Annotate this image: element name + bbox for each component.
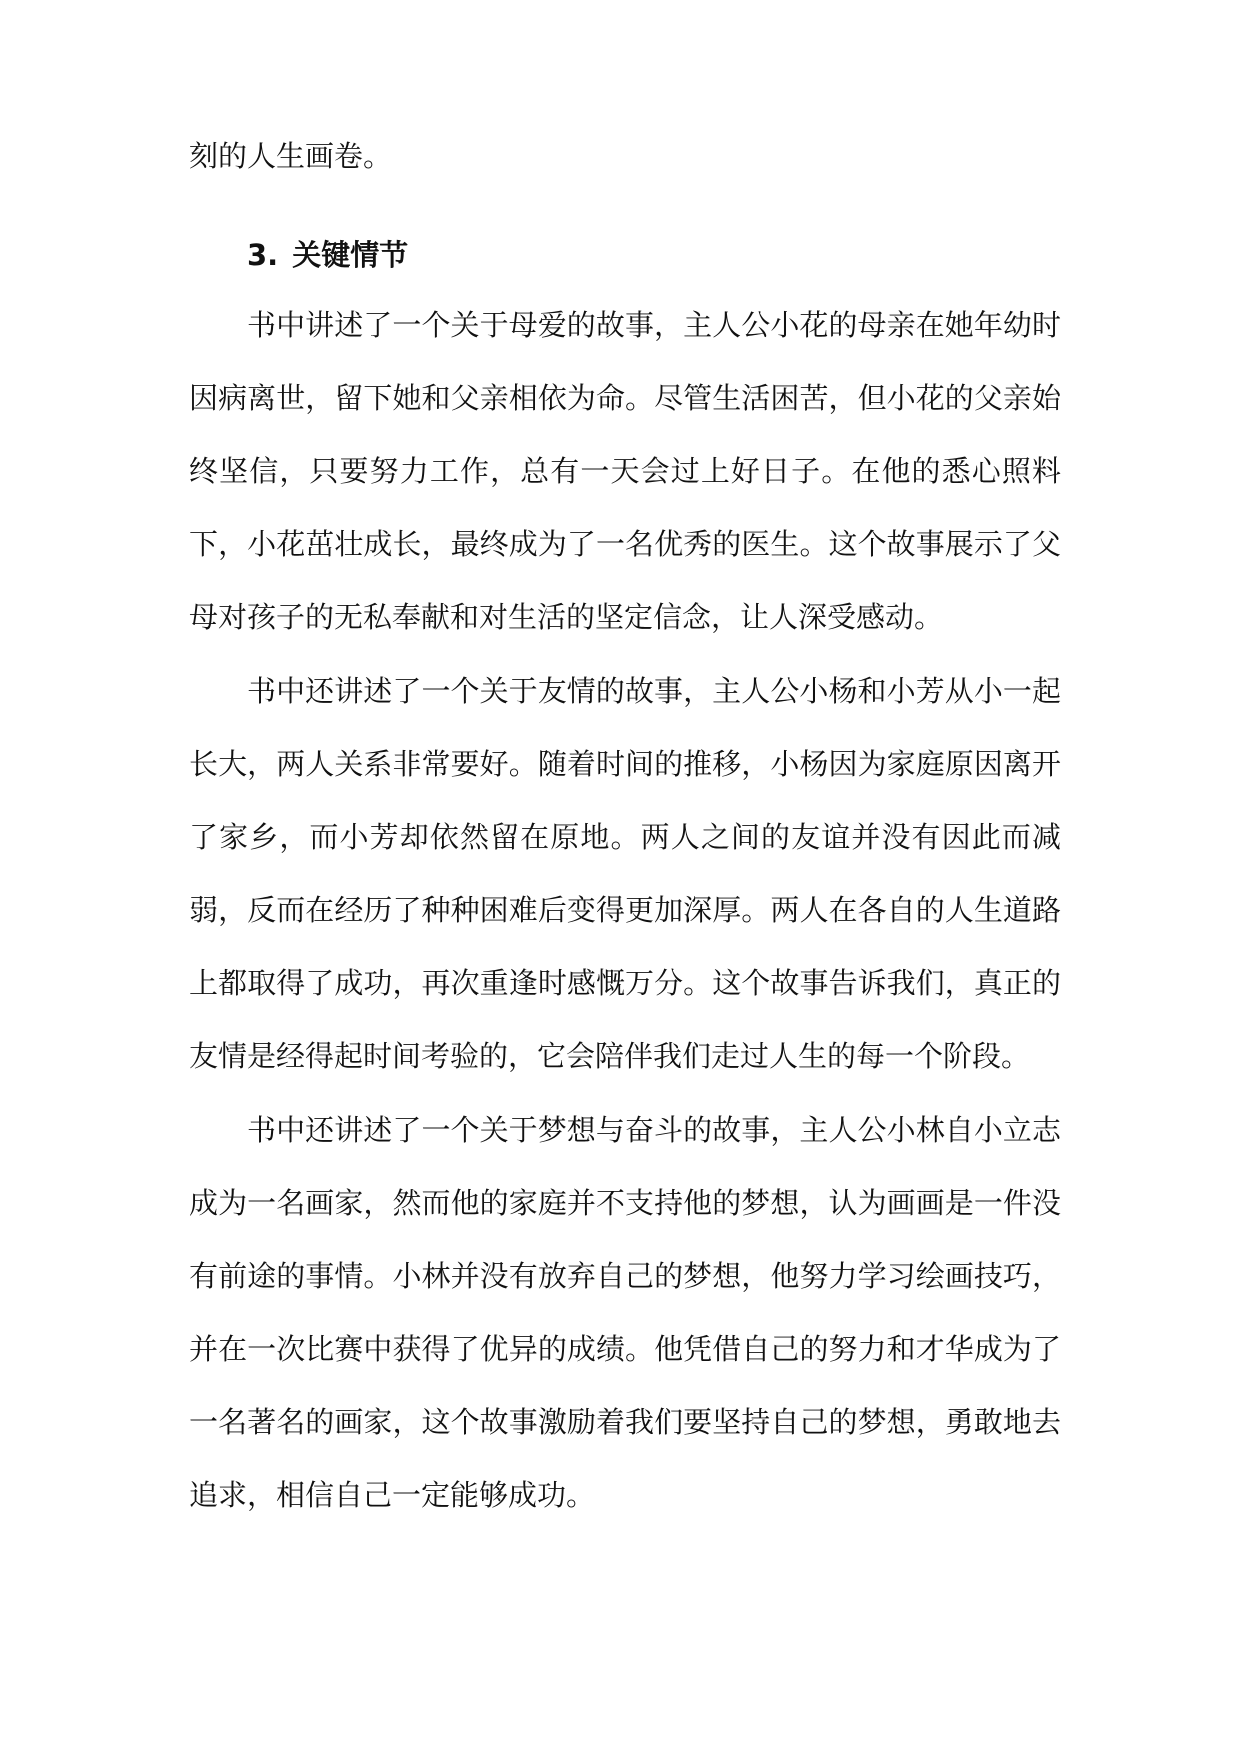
section-heading: [247, 233, 408, 274]
section-number: 3.: [247, 238, 279, 272]
paragraph-dream: 书中还讲述了一个关于梦想与奋斗的故事，主人公小林自小立志成为一名画家，然而他的家庭并不支持他的梦想，认为画画是一件没有前途的事情。小林并没有放弃自己的梦想，他努力学习绘画技巧，并在一次比赛中获得了优异的成绩。他凭借自己的努力和才华成为了一名著名的画家，这个故事激励着我们要坚持自己的梦想，勇敢地去追求，相信自己一定能够成功。: [189, 1113, 1061, 1512]
paragraph-friendship: 书中还讲述了一个关于友情的故事，主人公小杨和小芳从小一起长大，两人关系非常要好。随着时间的推移，小杨因为家庭原因离开了家乡，而小芳却依然留在原地。两人之间的友谊并没有因此而减弱，反而在经历了种种困难后变得更加深厚。两人在各自的人生道路上都取得了成功，再次重逢时感慨万分。这个故事告诉我们，真正的友情是经得起时间考验的，它会陪伴我们走过人生的每一个阶段。: [189, 674, 1061, 1073]
section-title: 关键情节: [292, 238, 409, 272]
continuation-text: 刻的人生画卷。: [189, 139, 393, 173]
paragraph-mother-love: 书中讲述了一个关于母爱的故事，主人公小花的母亲在她年幼时因病离世，留下她和父亲相依为命。尽管生活困苦，但小花的父亲始终坚信，只要努力工作，总有一天会过上好日子。在他的悉心照料下，小花茁壮成长，最终成为了一名优秀的医生。这个故事展示了父母对孩子的无私奉献和对生活的坚定信念，让人深受感动。: [189, 308, 1061, 634]
